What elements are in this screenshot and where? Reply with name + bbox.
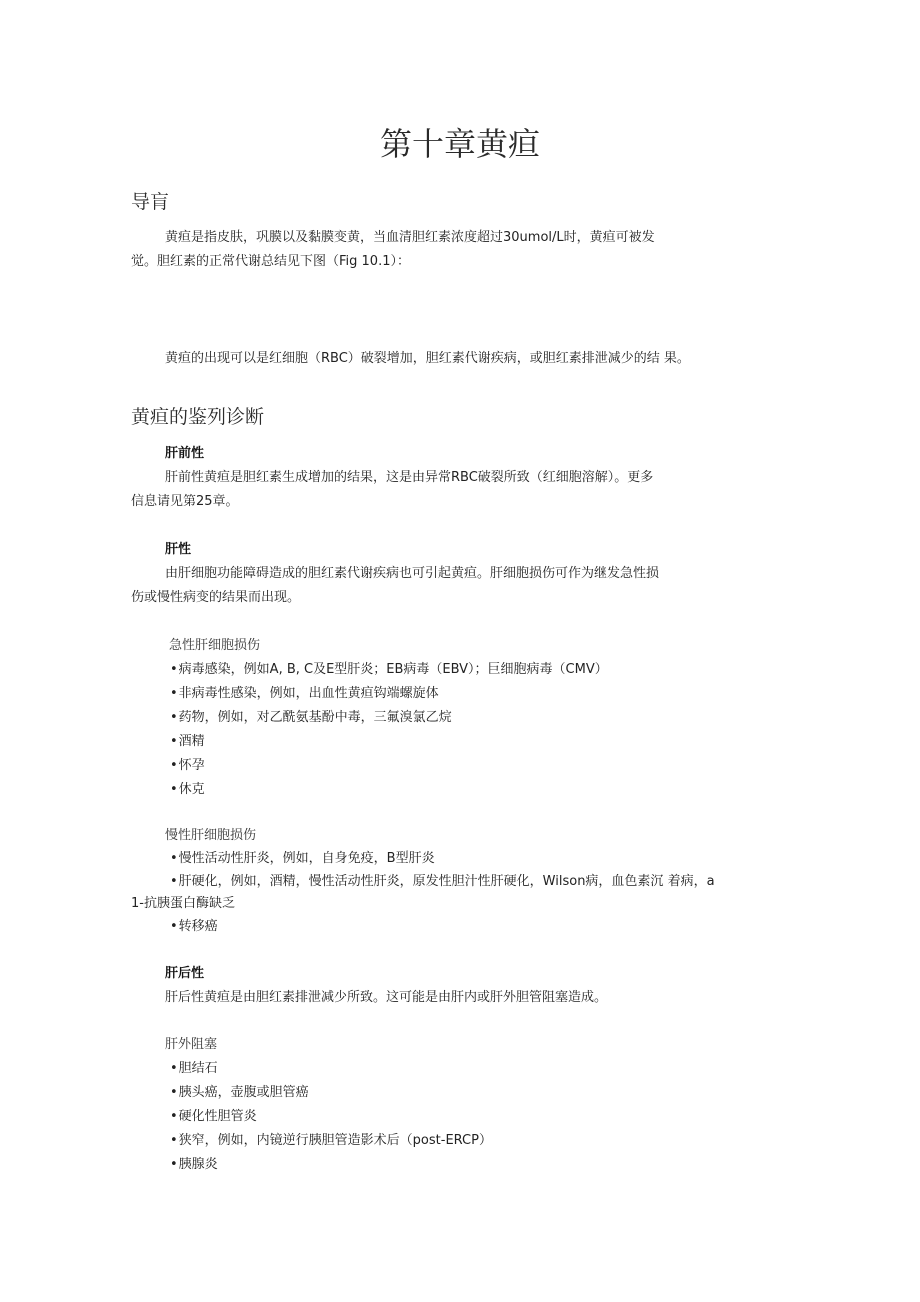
intro-paragraph-line-2: 觉。胆红素的正常代谢总结见下图（Fig 10.1）：: [131, 254, 410, 269]
list-item-continuation: 1-抗胰蛋白酶缺乏: [131, 896, 235, 911]
page-title: 第十章黄疸: [379, 125, 540, 163]
acute-injury-heading: 急性肝细胞损伤: [169, 638, 261, 653]
list-item: •胆结石: [170, 1061, 218, 1076]
list-item: •转移癌: [170, 919, 218, 934]
extrahepatic-obstruction-heading: 肝外阻塞: [165, 1037, 218, 1052]
list-item: •慢性活动性肝炎，例如，自身免疫，B型肝炎: [170, 851, 435, 866]
posthepatic-paragraph: 肝后性黄疸是由胆红素排泄减少所致。这可能是由肝内或肝外胆管阻塞造成。: [165, 990, 608, 1005]
hepatic-paragraph-line-1: 由肝细胞功能障碍造成的胆红素代谢疾病也可引起黄疸。肝细胞损伤可作为继发急性损: [165, 566, 660, 581]
list-item: •硬化性胆管炎: [170, 1109, 257, 1124]
prehepatic-heading: 肝前性: [165, 446, 205, 461]
list-item: •胰腺炎: [170, 1157, 218, 1172]
prehepatic-paragraph-line-1: 肝前性黄疸是胆红素生成增加的结果，这是由异常RBC破裂所致（红细胞溶解）。更多: [165, 470, 654, 485]
list-item: •病毒感染，例如A, B, C及E型肝炎；EB病毒（EBV）；巨细胞病毒（CMV）: [170, 662, 608, 677]
posthepatic-heading: 肝后性: [165, 966, 205, 981]
intro-paragraph-2: 黄疸的出现可以是红细胞（RBC）破裂增加，胆红素代谢疾病，或胆红素排泄减少的结 果。: [165, 351, 690, 366]
hepatic-heading: 肝性: [165, 542, 192, 557]
list-item: •胰头癌，壶腹或胆管癌: [170, 1085, 309, 1100]
intro-heading: 导肓: [131, 191, 170, 213]
list-item: •休克: [170, 782, 205, 797]
list-item: •狭窄，例如，内镜逆行胰胆管造影术后（post-ERCP）: [170, 1133, 492, 1148]
list-item: •怀孕: [170, 758, 205, 773]
intro-paragraph-line-1: 黄疸是指皮肤，巩膜以及黏膜变黄，当血清胆红素浓度超过30umol/L时，黄疸可被发: [165, 230, 655, 245]
chronic-injury-heading: 慢性肝细胞损伤: [165, 828, 257, 843]
differential-diagnosis-heading: 黄疸的鉴列诊断: [131, 406, 265, 428]
hepatic-paragraph-line-2: 伤或慢性病变的结果而出现。: [131, 590, 301, 605]
list-item: •非病毒性感染，例如，出血性黄疸钩端螺旋体: [170, 686, 439, 701]
list-item: •药物，例如，对乙酰氨基酚中毒，三氟溴氯乙烷: [170, 710, 452, 725]
list-item: •酒精: [170, 734, 205, 749]
prehepatic-paragraph-line-2: 信息请见第25章。: [131, 494, 239, 509]
list-item: •肝硬化，例如，酒精，慢性活动性肝炎，原发性胆汁性肝硬化，Wilson病，血色素沉 着病，a: [170, 874, 715, 889]
